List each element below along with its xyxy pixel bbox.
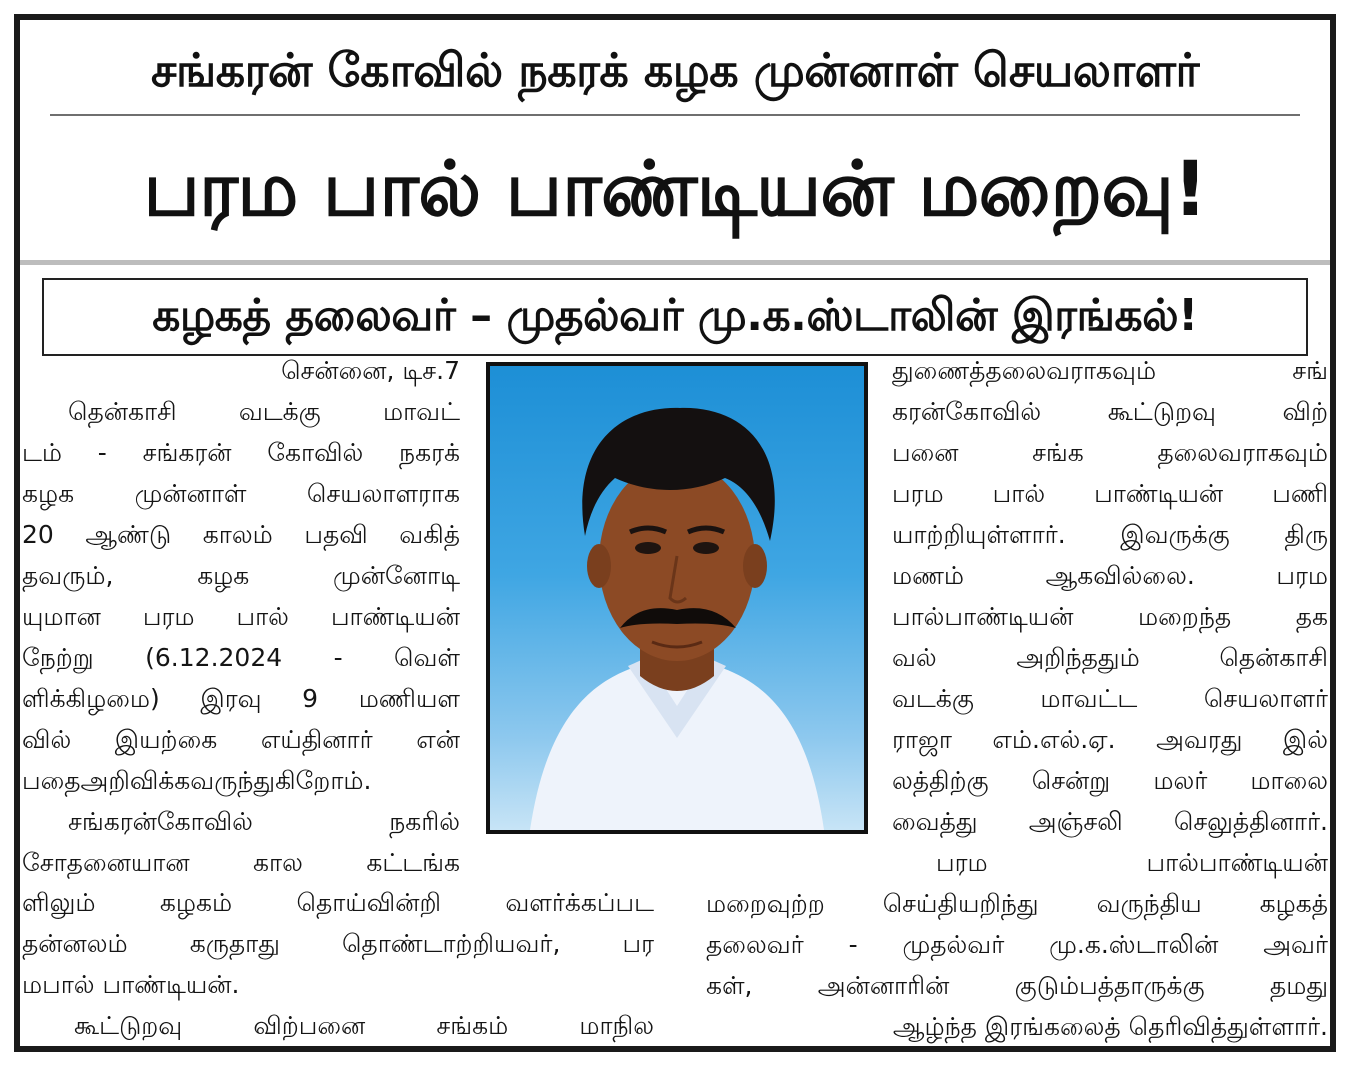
article-line: கழக முன்னாள் செயலாளராக: [22, 479, 460, 508]
article-line: கூட்டுறவு விற்பனை சங்கம் மாநில: [74, 1011, 654, 1040]
article-line: யாற்றியுள்ளார். இவருக்கு திரு: [892, 520, 1328, 549]
article-line: துணைத்தலைவராகவும் சங்: [892, 356, 1328, 385]
article-line: டம் - சங்கரன் கோவில் நகரக்: [22, 438, 460, 467]
headline: பரம பால் பாண்டியன் மறைவு!: [143, 144, 1207, 233]
article-line: பனை சங்க தலைவராகவும்: [892, 438, 1328, 467]
article-line: பால்பாண்டியன் மறைந்த தக: [892, 602, 1328, 631]
article-line: தென்காசி வடக்கு மாவட்: [68, 397, 460, 426]
article-line: நேற்று (6.12.2024 - வெள்: [22, 643, 460, 672]
article-line: சங்கரன்கோவில் நகரில்: [68, 807, 460, 836]
article-line: பரம பால் பாண்டியன் பணி: [892, 479, 1328, 508]
article-line: மணம் ஆகவில்லை. பரம: [892, 561, 1328, 590]
divider-thick: [20, 260, 1330, 265]
subheading-box: கழகத் தலைவர் – முதல்வர் மு.க.ஸ்டாலின் இரங்கல்!: [42, 278, 1308, 356]
article-line: ராஜா எம்.எல்.ஏ. அவரது இல்: [892, 725, 1328, 754]
article-line: தன்னலம் கருதாது தொண்டாற்றியவர், பர: [22, 929, 654, 958]
article-line: வடக்கு மாவட்ட செயலாளர்: [892, 684, 1328, 713]
article-line: வல் அறிந்ததும் தென்காசி: [892, 643, 1328, 672]
article-line: வில் இயற்கை எய்தினார் என்: [22, 725, 460, 754]
article-line: சோதனையான கால கட்டங்க: [22, 848, 460, 877]
article-line: ளிக்கிழமை) இரவு 9 மணியள: [22, 684, 460, 713]
article-line: மபால் பாண்டியன்.: [22, 970, 240, 999]
article-column-right-wide: [706, 842, 1328, 1047]
portrait-icon: [490, 366, 864, 830]
article-line: பரம பால்பாண்டியன்: [936, 848, 1328, 877]
dateline: சென்னை, டிச.7: [281, 356, 460, 385]
article-line: லத்திற்கு சென்று மலர் மாலை: [892, 766, 1328, 795]
article-line: மறைவுற்ற செய்தியறிந்து வருந்திய கழகத்: [706, 889, 1328, 918]
article-column-left: [22, 350, 460, 883]
article-column-right: [892, 350, 1328, 842]
article-line: யுமான பரம பால் பாண்டியன்: [22, 602, 460, 631]
kicker-heading: சங்கரன் கோவில் நகரக் கழக முன்னாள் செயலாளர்: [150, 43, 1200, 97]
article-line: தவரும், கழக முன்னோடி: [22, 561, 460, 590]
divider: [50, 114, 1300, 116]
article-line: தலைவர் - முதல்வர் மு.க.ஸ்டாலின் அவர்: [706, 930, 1328, 959]
article-line: கரன்கோவில் கூட்டுறவு விற்: [892, 397, 1328, 426]
article-column-left-wide: [22, 882, 654, 1046]
article-line: 20 ஆண்டு காலம் பதவி வகித்: [22, 520, 460, 549]
article-line: ளிலும் கழகம் தொய்வின்றி வளர்க்கப்பட: [22, 888, 654, 917]
portrait-photo: [486, 362, 868, 834]
article-line: கள், அன்னாரின் குடும்பத்தாருக்கு தமது: [706, 971, 1328, 1000]
article-line: பதைஅறிவிக்கவருந்துகிறோம்.: [22, 766, 372, 795]
article-line: ஆழ்ந்த இரங்கலைத் தெரிவித்துள்ளார்.: [892, 1012, 1328, 1041]
article-line: வைத்து அஞ்சலி செலுத்தினார்.: [892, 807, 1328, 836]
